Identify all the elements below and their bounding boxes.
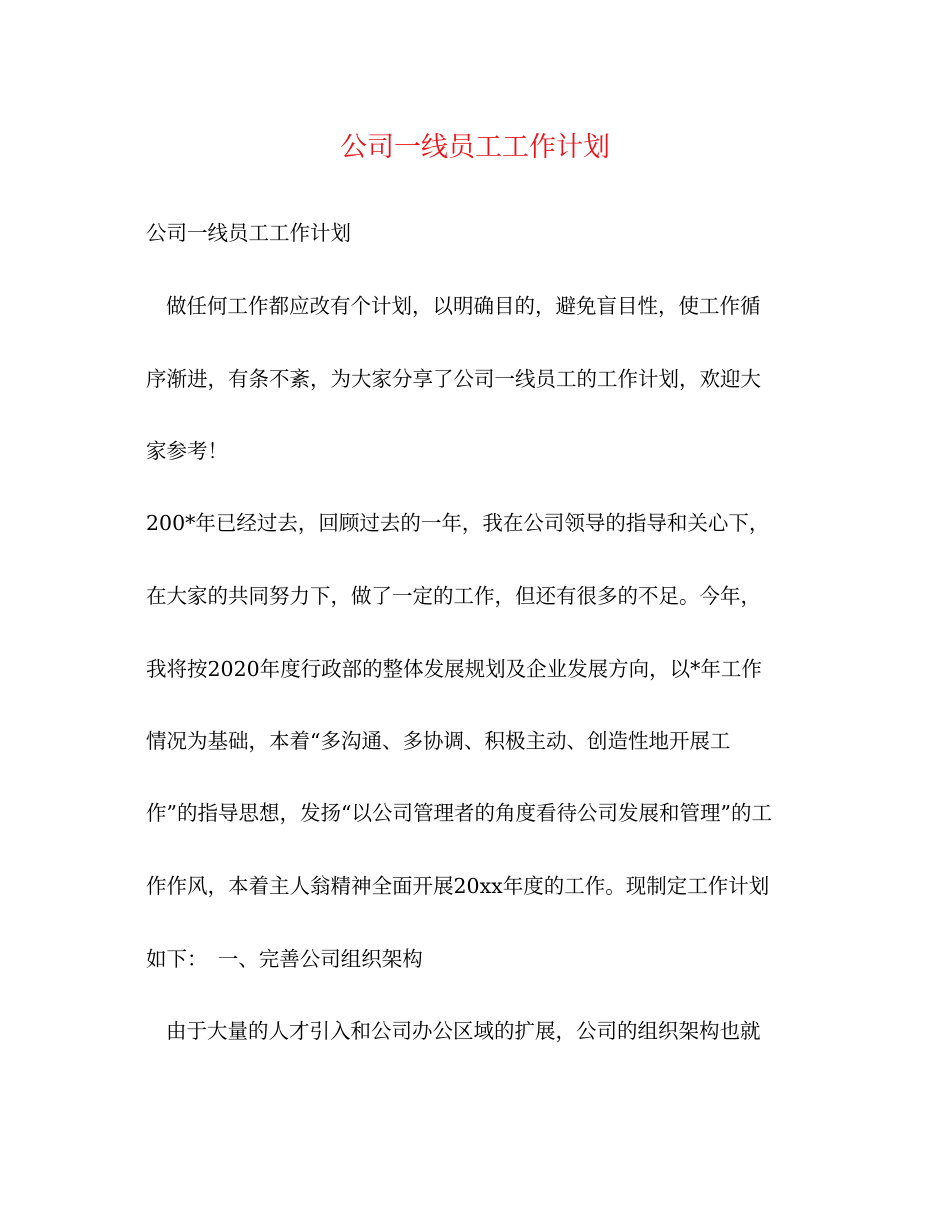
paragraph-line: 序渐进，有条不紊，为大家分享了公司一线员工的工作计划，欢迎大 xyxy=(146,367,761,391)
subtitle-line: 公司一线员工工作计划 xyxy=(146,221,351,245)
paragraph-line: 我将按2020年度行政部的整体发展规划及企业发展方向，以*年工作 xyxy=(146,657,762,681)
paragraph-line: 情况为基础，本着“多沟通、多协调、积极主动、创造性地开展工 xyxy=(146,729,731,753)
document-title: 公司一线员工工作计划 xyxy=(340,132,610,163)
paragraph-line: 做任何工作都应改有个计划，以明确目的，避免盲目性，使工作循 xyxy=(166,294,761,318)
paragraph-line: 在大家的共同努力下，做了一定的工作，但还有很多的不足。今年， xyxy=(146,584,761,608)
paragraph-line: 作作风，本着主人翁精神全面开展20xx年度的工作。现制定工作计划 xyxy=(146,874,770,898)
paragraph-line: 作”的指导思想，发扬“以公司管理者的角度看待公司发展和管理”的工 xyxy=(146,801,772,825)
paragraph-line: 家参考！ xyxy=(146,439,228,463)
section-heading-line: 如下： 一、完善公司组织架构 xyxy=(146,947,423,971)
paragraph-line: 由于大量的人才引入和公司办公区域的扩展，公司的组织架构也就 xyxy=(166,1019,761,1043)
paragraph-line: 200*年已经过去，回顾过去的一年，我在公司领导的指导和关心下， xyxy=(146,511,770,535)
